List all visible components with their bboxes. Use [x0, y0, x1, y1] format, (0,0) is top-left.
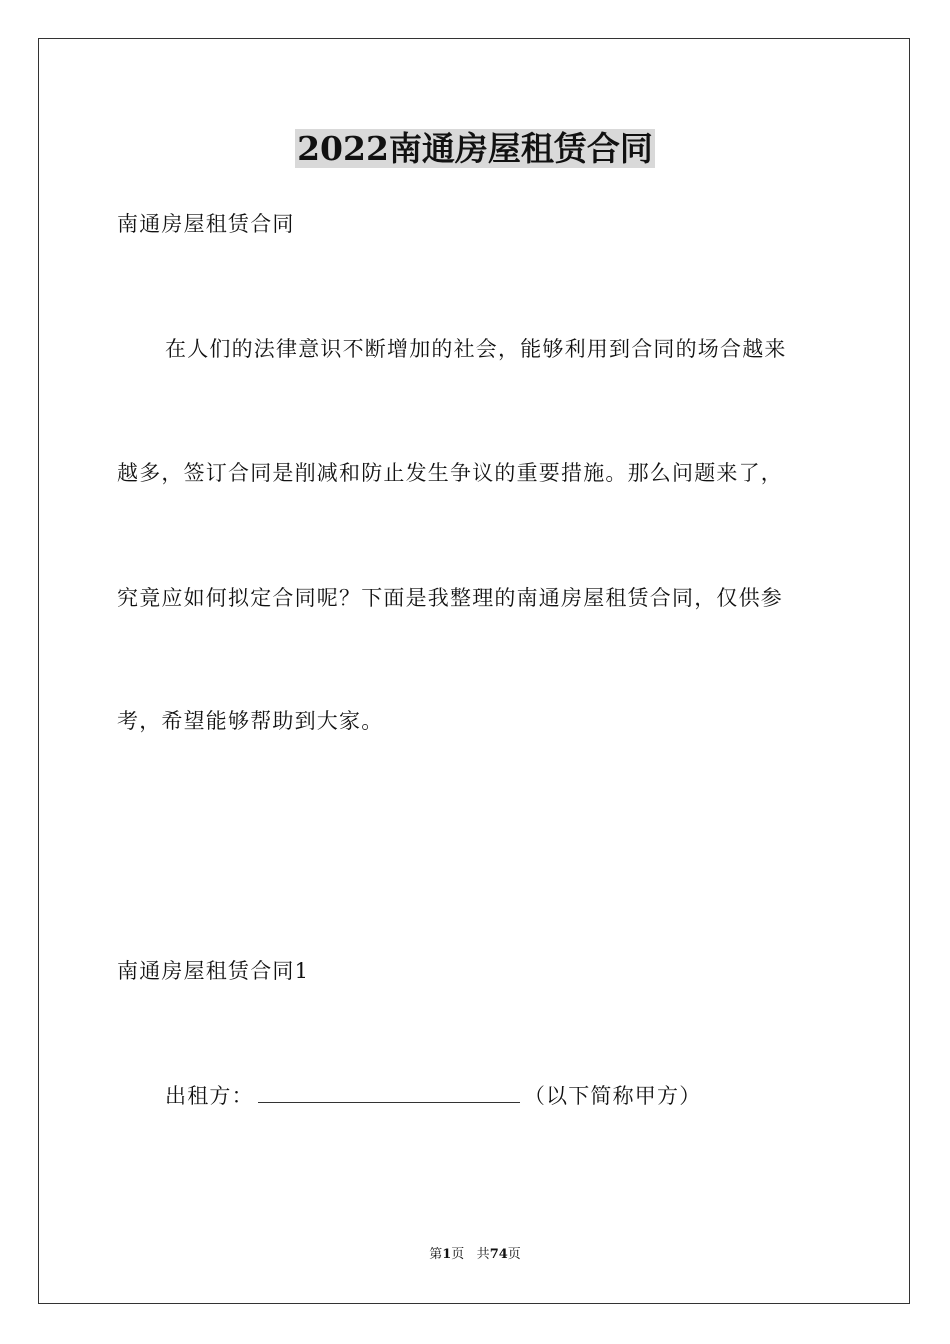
- page-footer: [0, 1246, 950, 1264]
- total-pages: 74: [489, 1247, 508, 1262]
- page-number: 1: [442, 1247, 452, 1262]
- section-heading: 南通房屋租赁合同1: [117, 959, 310, 983]
- intro-line-2: 越多，签订合同是削减和防止发生争议的重要措施。那么问题来了，: [117, 461, 783, 485]
- intro-line-1: 在人们的法律意识不断增加的社会，能够利用到合同的场合越来: [165, 337, 787, 361]
- intro-line-4: 考，希望能够帮助到大家。: [117, 709, 384, 733]
- lessor-line: [165, 1080, 701, 1111]
- page-suffix: 页: [451, 1247, 465, 1262]
- lessor-suffix: （以下简称甲方）: [523, 1084, 702, 1108]
- document-title: [0, 126, 950, 172]
- intro-line-3: 究竟应如何拟定合同呢？下面是我整理的南通房屋租赁合同，仅供参: [117, 586, 783, 610]
- page-prefix: 第: [429, 1247, 443, 1262]
- total-prefix: 共: [476, 1247, 490, 1262]
- document-subtitle: 南通房屋租赁合同: [117, 212, 295, 236]
- total-suffix: 页: [507, 1247, 521, 1262]
- document-title-text: 2022南通房屋租赁合同: [297, 129, 653, 168]
- lessor-blank-field: [258, 1080, 520, 1103]
- lessor-label: 出租方：: [165, 1084, 254, 1108]
